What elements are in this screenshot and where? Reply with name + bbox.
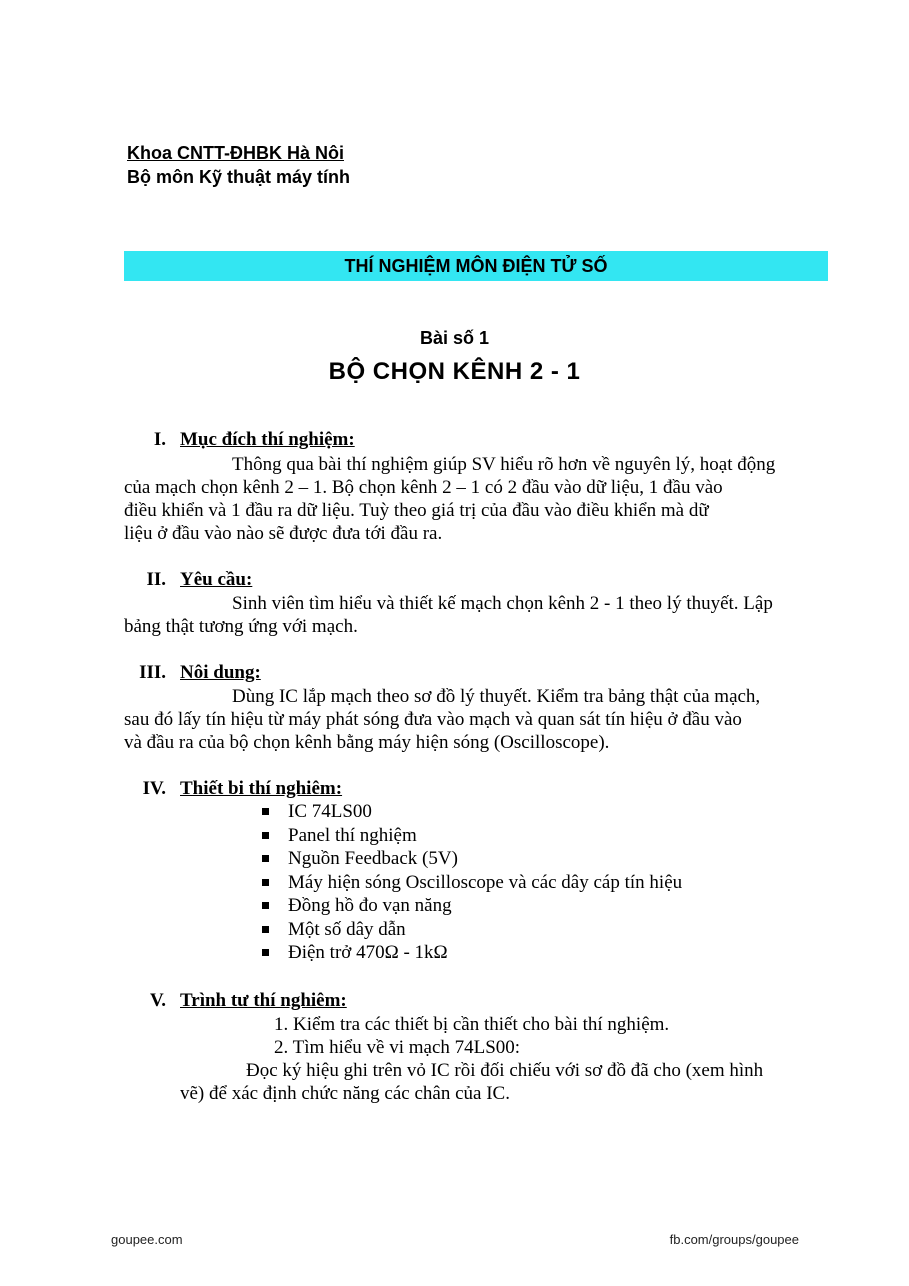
section-1-number: I. [153, 429, 166, 450]
department-name: Bộ môn Kỹ thuật máy tính [127, 167, 351, 187]
list-item: Đồng hồ đo vạn năng [262, 894, 682, 918]
bullet-icon [262, 855, 269, 862]
section-3-number: III. [139, 662, 166, 683]
section-5-number: V. [149, 990, 166, 1011]
section-1-body [124, 453, 826, 545]
list-item: Panel thí nghiệm [262, 824, 682, 848]
section-5-line: Đọc ký hiệu ghi trên vỏ IC rồi đối chiếu với sơ đồ đã cho (xem hình [246, 1060, 764, 1081]
list-item: IC 74LS00 [262, 800, 682, 824]
lesson-number: Bài số 1 [419, 328, 490, 348]
institution-header [127, 141, 350, 189]
procedure-steps [274, 1013, 669, 1059]
institution-name: Khoa CNTT-ĐHBK Hà Nôi [127, 143, 344, 163]
section-1-heading: Mục đích thí nghiệm: [180, 429, 355, 450]
bullet-icon [262, 879, 269, 886]
section-2-number: II. [146, 569, 166, 590]
course-banner: THÍ NGHIỆM MÔN ĐIỆN TỬ SỐ [124, 251, 828, 281]
section-1-line: của mạch chọn kênh 2 – 1. Bộ chọn kênh 2 – 1 có 2 đầu vào dữ liệu, 1 đầu vào [124, 477, 723, 498]
section-2-heading: Yêu cầu: [180, 569, 253, 590]
section-5-line: vẽ) để xác định chức năng các chân của IC. [180, 1083, 510, 1104]
bullet-icon [262, 949, 269, 956]
section-4-number: IV. [142, 778, 166, 799]
footer-left-link[interactable]: goupee.com [111, 1232, 183, 1247]
footer-right-link[interactable]: fb.com/groups/goupee [669, 1232, 799, 1247]
list-item: Điện trở 470Ω - 1kΩ [262, 941, 682, 965]
section-5-body [180, 1059, 826, 1105]
list-item: Một số dây dẫn [262, 918, 682, 942]
list-item: Máy hiện sóng Oscilloscope và các dây cáp tín hiệu [262, 871, 682, 895]
procedure-step: 2. Tìm hiểu về vi mạch 74LS00: [274, 1037, 521, 1058]
section-3-body [124, 685, 826, 754]
bullet-icon [262, 808, 269, 815]
section-4-heading: Thiết bi thí nghiêm: [180, 778, 343, 799]
section-2-line: bảng thật tương ứng với mạch. [124, 616, 358, 637]
section-3-line: sau đó lấy tín hiệu từ máy phát sóng đưa vào mạch và quan sát tín hiệu ở đầu vào [124, 709, 742, 730]
equipment-list [262, 800, 682, 965]
lesson-title: BỘ CHỌN KÊNH 2 - 1 [328, 358, 581, 385]
section-3-heading: Nôi dung: [180, 662, 261, 683]
section-1-line: Thông qua bài thí nghiệm giúp SV hiểu rõ hơn về nguyên lý, hoạt động [232, 454, 776, 475]
bullet-icon [262, 902, 269, 909]
section-5-heading: Trình tư thí nghiêm: [180, 990, 347, 1011]
section-3-line: và đầu ra của bộ chọn kênh bằng máy hiện sóng (Oscilloscope). [124, 732, 610, 753]
list-item: Nguồn Feedback (5V) [262, 847, 682, 871]
bullet-icon [262, 832, 269, 839]
procedure-step: 1. Kiểm tra các thiết bị cần thiết cho bài thí nghiệm. [274, 1014, 670, 1035]
bullet-icon [262, 926, 269, 933]
section-2-body [124, 592, 826, 638]
section-2-line: Sinh viên tìm hiểu và thiết kế mạch chọn kênh 2 - 1 theo lý thuyết. Lập [232, 593, 773, 614]
section-1-line: liệu ở đầu vào nào sẽ được đưa tới đầu ra. [124, 523, 443, 544]
section-1-line: điều khiển và 1 đầu ra dữ liệu. Tuỳ theo giá trị của đầu vào điều khiển mà dữ [124, 500, 709, 521]
section-3-line: Dùng IC lắp mạch theo sơ đồ lý thuyết. Kiểm tra bảng thật của mạch, [232, 686, 761, 707]
